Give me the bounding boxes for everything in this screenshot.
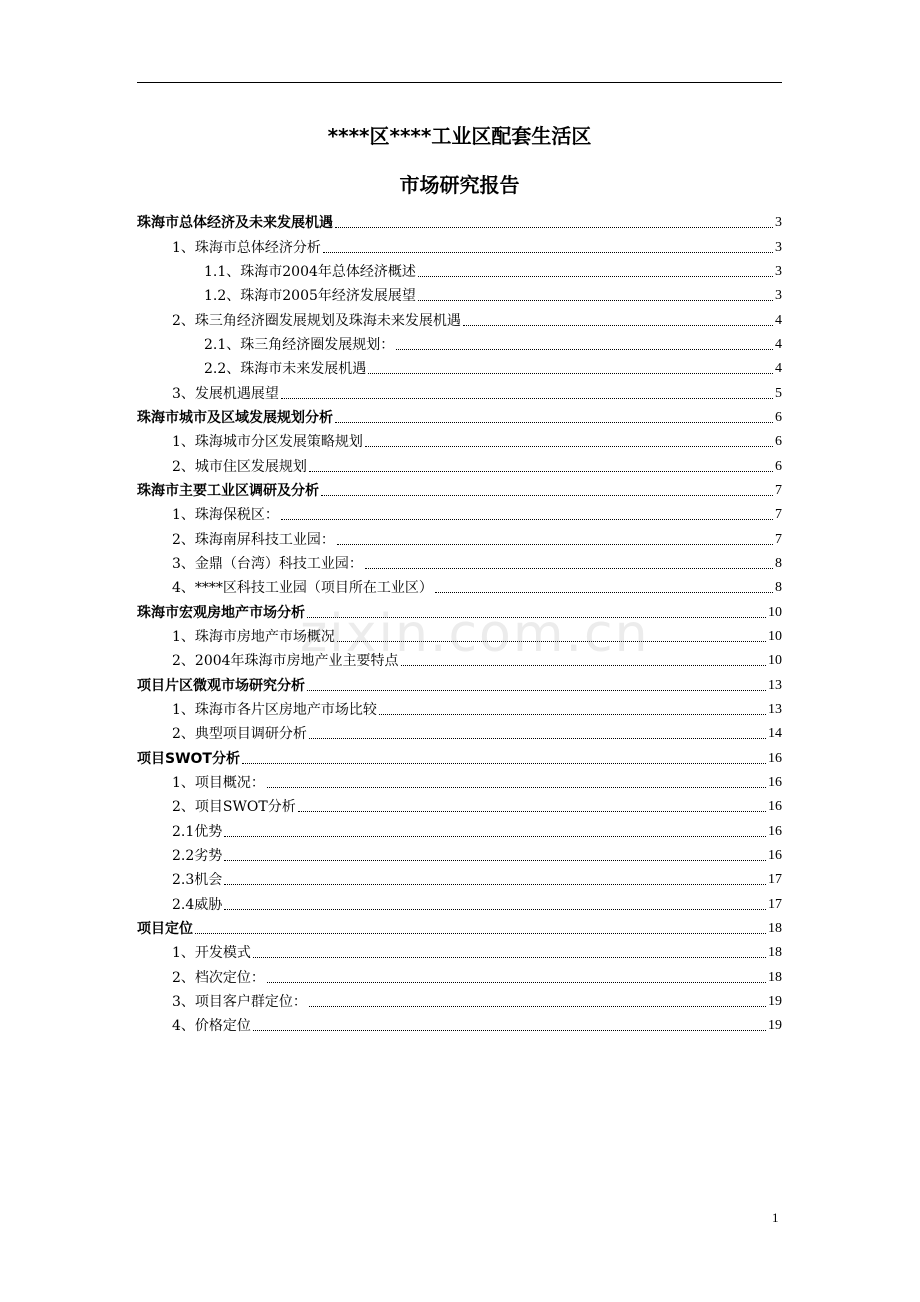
toc-entry-label: 2、典型项目调研分析 xyxy=(172,726,307,743)
toc-entry-label: 珠海市城市及区域发展规划分析 xyxy=(137,409,333,426)
toc-entry[interactable] xyxy=(137,378,782,402)
toc-entry-label: 2、珠海南屏科技工业园： xyxy=(172,531,335,548)
toc-entry-label: 1.2、珠海市2005年经济发展展望 xyxy=(204,288,416,305)
toc-entry-label: 项目SWOT分析 xyxy=(137,750,240,767)
toc-entry-label: 1.1、珠海市2004年总体经济概述 xyxy=(204,263,416,280)
document-title: ****区****工业区配套生活区 xyxy=(327,124,592,148)
toc-entry[interactable] xyxy=(137,695,782,719)
toc-entry-label: 2、2004年珠海市房地产业主要特点 xyxy=(172,653,399,670)
toc-leader-dots xyxy=(309,471,773,472)
toc-leader-dots xyxy=(242,763,766,764)
toc-entry-page: 10 xyxy=(768,653,782,669)
toc-entry[interactable] xyxy=(137,865,782,889)
toc-leader-dots xyxy=(335,422,773,423)
toc-entry-page: 6 xyxy=(775,458,782,474)
toc-entry-label: 1、珠海市各片区房地产市场比较 xyxy=(172,701,377,718)
toc-entry-page: 17 xyxy=(768,896,782,912)
toc-entry[interactable] xyxy=(137,719,782,743)
toc-leader-dots xyxy=(418,276,773,277)
toc-entry-label: 1、珠海市总体经济分析 xyxy=(172,239,321,256)
toc-entry-page: 16 xyxy=(768,774,782,790)
toc-entry-page: 3 xyxy=(775,239,782,255)
table-of-contents xyxy=(137,208,782,1035)
toc-leader-dots xyxy=(379,714,766,715)
toc-entry[interactable] xyxy=(137,816,782,840)
toc-leader-dots xyxy=(309,1006,766,1007)
toc-entry-label: 2.4威胁 xyxy=(172,896,223,913)
toc-entry-page: 18 xyxy=(768,969,782,985)
toc-leader-dots xyxy=(195,933,766,934)
toc-leader-dots xyxy=(224,909,766,910)
toc-entry-page: 10 xyxy=(768,628,782,644)
toc-entry-page: 3 xyxy=(775,288,782,304)
toc-leader-dots xyxy=(365,568,773,569)
toc-entry-page: 5 xyxy=(775,385,782,401)
toc-entry[interactable] xyxy=(137,451,782,475)
toc-entry-page: 19 xyxy=(768,1018,782,1034)
toc-entry-page: 6 xyxy=(775,434,782,450)
toc-entry[interactable] xyxy=(137,768,782,792)
header-rule xyxy=(137,82,782,83)
toc-leader-dots xyxy=(396,349,773,350)
toc-entry[interactable] xyxy=(137,305,782,329)
toc-entry[interactable] xyxy=(137,427,782,451)
toc-entry-label: 珠海市宏观房地产市场分析 xyxy=(137,604,305,621)
toc-entry[interactable] xyxy=(137,500,782,524)
toc-entry-label: 2.1、珠三角经济圈发展规划： xyxy=(204,336,395,353)
toc-leader-dots xyxy=(224,836,766,837)
toc-entry-label: 2、城市住区发展规划 xyxy=(172,458,307,475)
document-subtitle: 市场研究报告 xyxy=(399,173,520,197)
toc-entry-page: 7 xyxy=(775,507,782,523)
toc-leader-dots xyxy=(321,495,773,496)
toc-entry-label: 珠海市总体经济及未来发展机遇 xyxy=(137,215,333,232)
toc-leader-dots xyxy=(463,325,773,326)
toc-leader-dots xyxy=(401,665,766,666)
toc-leader-dots xyxy=(253,957,766,958)
toc-entry-page: 18 xyxy=(768,920,782,936)
toc-leader-dots xyxy=(281,398,773,399)
toc-entry[interactable] xyxy=(137,549,782,573)
toc-leader-dots xyxy=(337,641,766,642)
toc-entry-label: 1、珠海城市分区发展策略规划 xyxy=(172,434,363,451)
toc-entry-label: 2、档次定位： xyxy=(172,969,265,986)
toc-entry-label: 2.2劣势 xyxy=(172,847,223,864)
toc-leader-dots xyxy=(253,1030,766,1031)
toc-entry-page: 13 xyxy=(768,701,782,717)
toc-entry[interactable] xyxy=(137,841,782,865)
toc-entry-label: 项目片区微观市场研究分析 xyxy=(137,677,305,694)
toc-leader-dots xyxy=(307,690,766,691)
toc-entry[interactable] xyxy=(137,670,782,694)
watermark: zixin.com.cn xyxy=(300,604,650,664)
toc-entry[interactable] xyxy=(137,573,782,597)
toc-entry-page: 10 xyxy=(768,604,782,620)
toc-entry-label: 1、项目概况： xyxy=(172,774,265,791)
toc-leader-dots xyxy=(323,252,773,253)
toc-leader-dots xyxy=(365,446,773,447)
toc-entry-page: 16 xyxy=(768,799,782,815)
toc-entry[interactable] xyxy=(137,889,782,913)
toc-entry[interactable] xyxy=(137,208,782,232)
toc-leader-dots xyxy=(368,373,773,374)
toc-leader-dots xyxy=(337,544,773,545)
toc-entry[interactable] xyxy=(137,330,782,354)
toc-entry-page: 19 xyxy=(768,993,782,1009)
toc-entry-label: 4、价格定位 xyxy=(172,1018,251,1035)
toc-entry-page: 6 xyxy=(775,409,782,425)
toc-entry-label: 珠海市主要工业区调研及分析 xyxy=(137,482,319,499)
toc-entry-page: 4 xyxy=(775,336,782,352)
toc-entry[interactable] xyxy=(137,354,782,378)
toc-leader-dots xyxy=(418,300,773,301)
toc-entry-label: 2.1优势 xyxy=(172,823,223,840)
toc-leader-dots xyxy=(224,884,766,885)
toc-entry[interactable] xyxy=(137,281,782,305)
toc-entry[interactable] xyxy=(137,987,782,1011)
toc-leader-dots xyxy=(267,982,766,983)
toc-entry-page: 17 xyxy=(768,872,782,888)
toc-entry[interactable] xyxy=(137,403,782,427)
toc-leader-dots xyxy=(224,860,766,861)
toc-entry[interactable] xyxy=(137,232,782,256)
toc-entry-label: 4、****区科技工业园（项目所在工业区） xyxy=(172,580,433,597)
toc-entry[interactable] xyxy=(137,476,782,500)
toc-leader-dots xyxy=(298,811,766,812)
toc-entry-page: 18 xyxy=(768,945,782,961)
toc-entry-label: 2、项目SWOT分析 xyxy=(172,799,296,816)
toc-entry-page: 16 xyxy=(768,847,782,863)
toc-entry-page: 13 xyxy=(768,677,782,693)
toc-entry-label: 1、开发模式 xyxy=(172,945,251,962)
toc-leader-dots xyxy=(267,787,766,788)
toc-entry[interactable] xyxy=(137,1011,782,1035)
toc-leader-dots xyxy=(435,592,773,593)
toc-entry-page: 8 xyxy=(775,580,782,596)
toc-entry-page: 16 xyxy=(768,750,782,766)
toc-entry-label: 3、发展机遇展望 xyxy=(172,385,279,402)
toc-entry-label: 3、金鼎（台湾）科技工业园： xyxy=(172,555,363,572)
toc-entry-page: 4 xyxy=(775,361,782,377)
toc-entry[interactable] xyxy=(137,792,782,816)
toc-entry-page: 7 xyxy=(775,482,782,498)
toc-entry-page: 3 xyxy=(775,263,782,279)
toc-entry[interactable] xyxy=(137,524,782,548)
toc-entry-label: 项目定位 xyxy=(137,920,193,937)
toc-entry-label: 2.2、珠海市未来发展机遇 xyxy=(204,361,367,378)
toc-entry[interactable] xyxy=(137,257,782,281)
toc-entry[interactable] xyxy=(137,646,782,670)
toc-leader-dots xyxy=(307,617,766,618)
toc-entry[interactable] xyxy=(137,622,782,646)
toc-leader-dots xyxy=(335,227,773,228)
toc-entry-page: 16 xyxy=(768,823,782,839)
toc-entry-page: 7 xyxy=(775,531,782,547)
page-number: 1 xyxy=(772,1210,779,1225)
toc-entry[interactable] xyxy=(137,743,782,767)
toc-entry[interactable] xyxy=(137,938,782,962)
toc-entry[interactable] xyxy=(137,914,782,938)
toc-entry-label: 1、珠海保税区： xyxy=(172,507,279,524)
toc-leader-dots xyxy=(309,738,766,739)
toc-entry[interactable] xyxy=(137,962,782,986)
toc-entry-label: 2、珠三角经济圈发展规划及珠海未来发展机遇 xyxy=(172,312,461,329)
toc-entry[interactable] xyxy=(137,597,782,621)
toc-leader-dots xyxy=(281,519,773,520)
toc-entry-label: 2.3机会 xyxy=(172,872,223,889)
toc-entry-page: 3 xyxy=(775,215,782,231)
toc-entry-label: 3、项目客户群定位： xyxy=(172,993,307,1010)
toc-entry-label: 1、珠海市房地产市场概况 xyxy=(172,628,335,645)
toc-entry-page: 14 xyxy=(768,726,782,742)
toc-entry-page: 4 xyxy=(775,312,782,328)
toc-entry-page: 8 xyxy=(775,555,782,571)
